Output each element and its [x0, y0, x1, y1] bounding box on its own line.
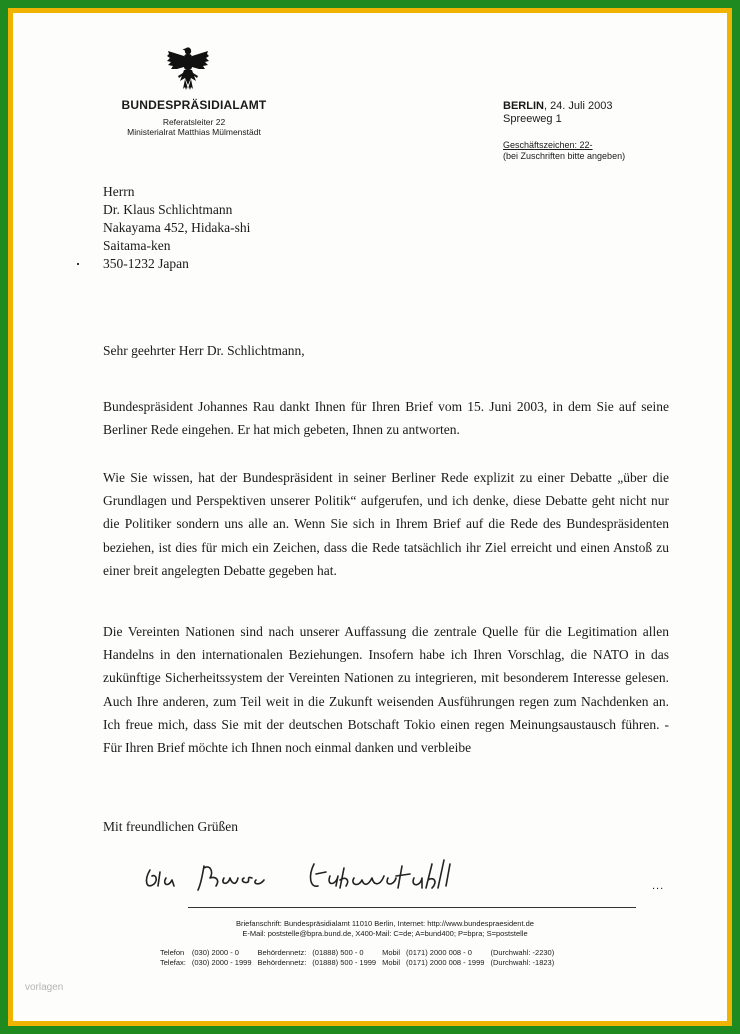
- office-sub-line2: Ministerialrat Matthias Mülmenstädt: [127, 127, 261, 137]
- recipient-line: Saitama-ken: [103, 238, 171, 253]
- date: , 24. Juli 2003: [543, 100, 613, 112]
- recipient-line: Nakayama 452, Hidaka-shi: [103, 220, 251, 235]
- body-paragraph-1: Bundespräsident Johannes Rau dankt Ihnen für Ihren Brief vom 15. Juni 2003, in dem Sie auf seine Berliner Rede eingehen. Er hat mich gebeten, Ihnen zu antworten.: [103, 399, 669, 438]
- body-paragraph-2: Wie Sie wissen, hat der Bundespräsident in seiner Berliner Rede explizit zu einer Debatte „über die Grundlagen und Perspektiven unserer Politik“ aufgerufen, und ich denke, diese Debatte geht nicht nur die Politiker sondern uns alle an. Wenn Sie sich in Ihrem Brief auf die Rede des Bundespräsidenten beziehen, ist dies für mich ein Zeichen, dass die Rede tatsächlich ihr Ziel erreicht und einen Anstoß zu einer breit angelegten Debatte gegeben hat.: [103, 470, 669, 578]
- contact-row-fax: [160, 958, 560, 968]
- contact-row-phone: [160, 948, 560, 958]
- reference-label: Geschäftszeichen: 22-: [503, 140, 593, 150]
- contact-label: Mobil: [382, 948, 401, 957]
- scan-mark: [77, 263, 79, 265]
- contact-label: Mobil: [382, 958, 401, 967]
- recipient-address: [103, 183, 250, 273]
- handwritten-signature: [140, 850, 500, 900]
- contact-table: [160, 948, 560, 968]
- office-name: BUNDESPRÄSIDIALAMT: [121, 98, 267, 112]
- closing: Mit freundlichen Grüßen: [103, 819, 238, 834]
- contact-number: (01888) 500 - 0: [312, 948, 364, 957]
- recipient-line: 350-1232 Japan: [103, 256, 189, 271]
- contact-label: Telefax:: [160, 958, 186, 967]
- contact-extension: (Durchwahl: -2230): [490, 948, 555, 957]
- contact-label: Telefon: [160, 948, 185, 957]
- office-subline: [104, 117, 284, 137]
- watermark: vorlagen: [25, 982, 64, 993]
- footer-address-line2: E-Mail: poststelle@bpra.bund.de, X400-Mail: C=de; A=bund400; P=bpra; S=poststelle: [242, 929, 528, 938]
- reference-block: [503, 140, 625, 162]
- contact-number: (030) 2000 - 0: [191, 948, 239, 957]
- place-date-block: [503, 100, 612, 126]
- salutation: Sehr geehrter Herr Dr. Schlichtmann,: [103, 343, 305, 358]
- contact-number: (0171) 2000 008 - 1999: [406, 958, 485, 967]
- recipient-line: Herrn: [103, 184, 135, 199]
- contact-number: (030) 2000 - 1999: [191, 958, 252, 967]
- reference-note: (bei Zuschriften bitte angeben): [503, 151, 626, 161]
- body-paragraph-3: Die Vereinten Nationen sind nach unserer Auffassung die zentrale Quelle für die Legitimation allen Handelns in den internationalen Beziehungen. Insofern habe ich Ihren Vorschlag, die NATO in das zukünftige Sicherheitssystem der Vereinten Nationen zu integrieren, mit besonderem Interesse gelesen. Auch Ihre anderen, zum Teil weit in die Zukunft weisenden Ausführungen regen zum Nachdenken an. Ich freue mich, dass Sie mit der deutschen Botschaft Tokio einen regen Meinungsaustausch führen. - Für Ihren Brief möchte ich Ihnen noch einmal danken und verbleibe: [103, 624, 669, 756]
- federal-eagle-icon: [166, 45, 210, 91]
- trailing-dots: ...: [652, 880, 665, 892]
- city: BERLIN: [503, 100, 544, 112]
- contact-number: (0171) 2000 008 - 0: [406, 948, 472, 957]
- footer-address: [150, 919, 620, 939]
- street: Spreeweg 1: [503, 113, 562, 125]
- recipient-line: Dr. Klaus Schlichtmann: [103, 202, 233, 217]
- contact-number: (01888) 500 - 1999: [312, 958, 377, 967]
- contact-label: Behördennetz:: [257, 958, 307, 967]
- contact-label: Behördennetz:: [257, 948, 307, 957]
- footer-divider: [188, 907, 636, 908]
- contact-extension: (Durchwahl: -1823): [490, 958, 555, 967]
- office-sub-line1: Referatsleiter 22: [162, 117, 226, 127]
- footer-address-line1: Briefanschrift: Bundespräsidialamt 11010 Berlin, Internet: http://www.bundespraesident.de: [236, 919, 534, 928]
